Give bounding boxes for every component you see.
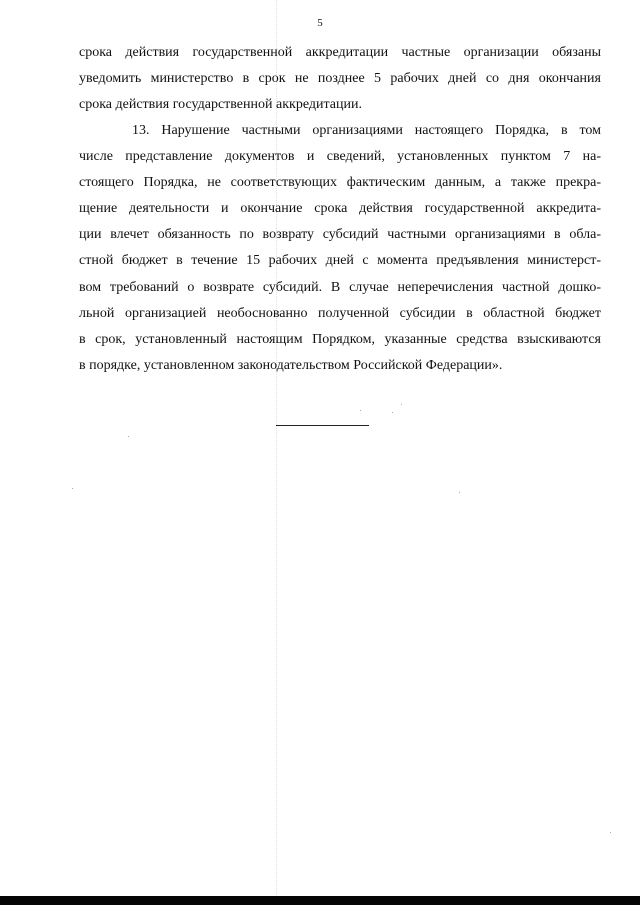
text-line: 13. Нарушение частными организациями настоящего Порядка, в том <box>132 123 601 138</box>
text-line: льной организацией необоснованно полученной субсидии в областной бюджет <box>79 305 601 321</box>
paragraph-continuation <box>79 40 601 118</box>
text-line: числе представление документов и сведений, установленных пунктом 7 на- <box>79 149 601 165</box>
scan-speck <box>459 492 460 493</box>
text-line: в срок, установленный настоящим Порядком, указанные средства взыскиваются <box>79 331 601 347</box>
scan-speck <box>392 412 393 413</box>
scan-speck <box>610 832 611 833</box>
text-line: в порядке, установленном законодательством Российской Федерации». <box>79 357 503 373</box>
text-line: ции влечет обязанность по возврату субсидий частными организациями в обла- <box>79 227 601 243</box>
text-line: щение деятельности и окончание срока действия государственной аккредита- <box>79 201 601 217</box>
text-line: вом требований о возврате субсидий. В случае неперечисления частной дошко- <box>79 279 601 295</box>
scan-speck <box>72 488 73 489</box>
paragraph-clause-13 <box>79 118 601 379</box>
text-line: срока действия государственной аккредитации частные организации обязаны <box>79 45 601 60</box>
text-line: стной бюджет в течение 15 рабочих дней с момента предъявления министерст- <box>79 253 601 269</box>
section-divider-line <box>276 425 369 426</box>
scan-speck <box>401 404 402 405</box>
text-line: уведомить министерство в срок не позднее 5 рабочих дней со дня окончания <box>79 71 601 87</box>
scan-speck <box>128 436 129 437</box>
text-line: стоящего Порядка, не соответствующих фактическим данным, а также прекра- <box>79 175 601 191</box>
scan-bottom-edge <box>0 896 640 905</box>
text-line: срока действия государственной аккредитации. <box>79 97 362 113</box>
page-number: 5 <box>317 17 323 29</box>
scan-speck <box>360 410 361 411</box>
